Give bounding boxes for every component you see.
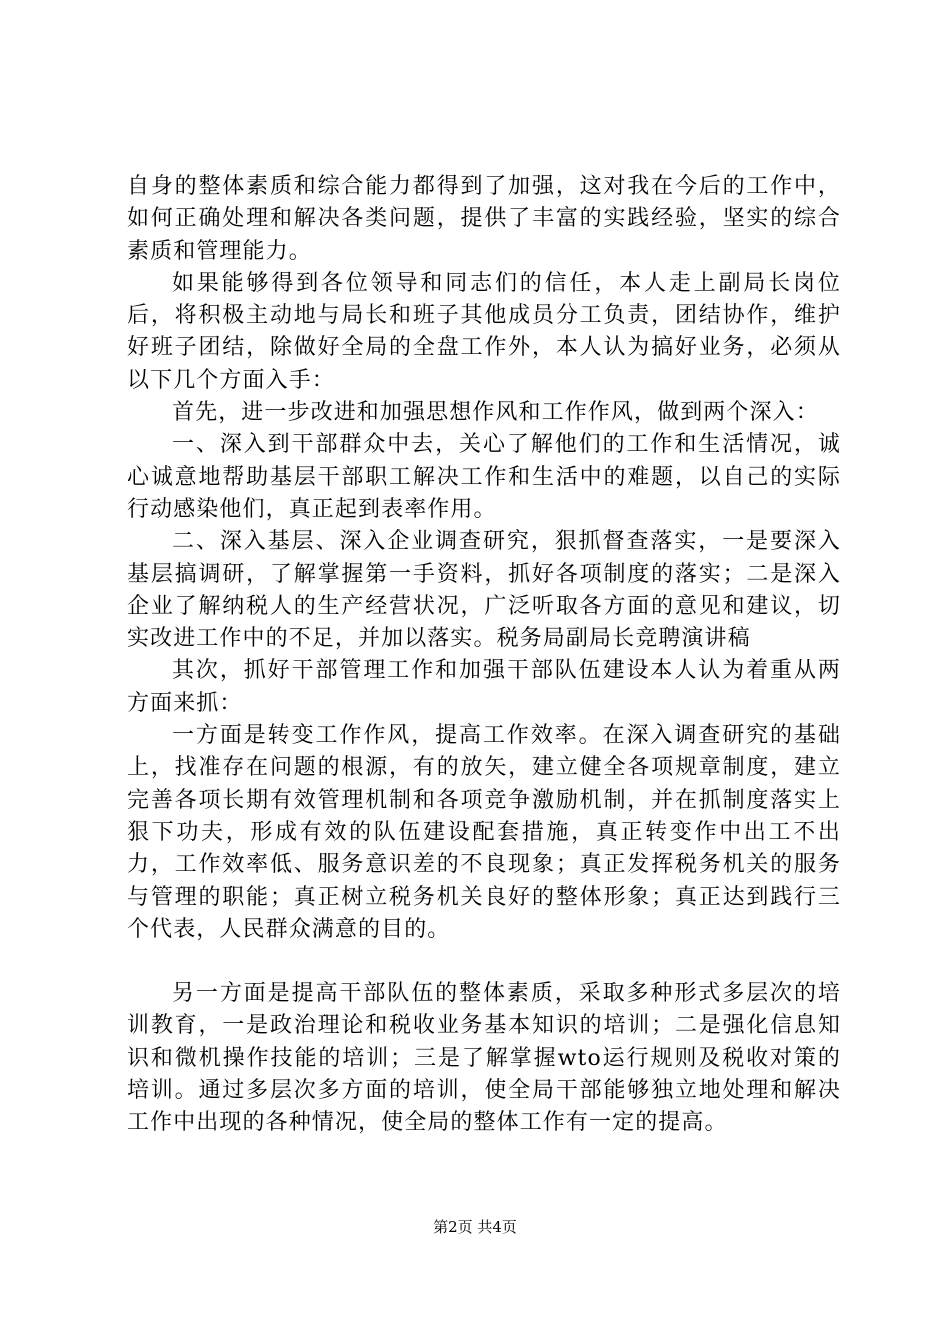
paragraph-2: 如果能够得到各位领导和同志们的信任，本人走上副局长岗位后，将积极主动地与局长和班子其他成员分工负责，团结协作，维护好班子团结，除做好全局的全盘工作外，本人认为搞好业务，必须从以下几个方面入手： <box>127 270 841 393</box>
document-body <box>127 171 841 1140</box>
page-footer: 第2页 共4页 <box>433 1218 517 1236</box>
paragraph-6: 其次，抓好干部管理工作和加强干部队伍建设本人认为着重从两方面来抓： <box>127 658 841 716</box>
paragraph-4: 一、深入到干部群众中去，关心了解他们的工作和生活情况，诚心诚意地帮助基层干部职工解决工作和生活中的难题，以自己的实际行动感染他们，真正起到表率作用。 <box>127 432 841 522</box>
paragraph-3: 首先，进一步改进和加强思想作风和工作作风，做到两个深入： <box>172 400 819 426</box>
paragraph-8: 另一方面是提高干部队伍的整体素质，采取多种形式多层次的培训教育，一是政治理论和税收业务基本知识的培训；二是强化信息知识和微机操作技能的培训；三是了解掌握wto运行规则及税收对策的培训。通过多层次多方面的培训，使全局干部能够独立地处理和解决工作中出现的各种情况，使全局的整体工作有一定的提高。 <box>127 981 841 1136</box>
paragraph-7: 一方面是转变工作作风，提高工作效率。在深入调查研究的基础上，找准存在问题的根源，有的放矢，建立健全各项规章制度，建立完善各项长期有效管理机制和各项竞争激励机制，并在抓制度落实上狠下功夫，形成有效的队伍建设配套措施，真正转变作中出工不出力，工作效率低、服务意识差的不良现象；真正发挥税务机关的服务与管理的职能；真正树立税务机关良好的整体形象；真正达到践行三个代表，人民群众满意的目的。 <box>127 723 841 942</box>
paragraph-1: 自身的整体素质和综合能力都得到了加强，这对我在今后的工作中，如何正确处理和解决各类问题，提供了丰富的实践经验，坚实的综合素质和管理能力。 <box>127 174 841 264</box>
paragraph-5: 二、深入基层、深入企业调查研究，狠抓督查落实，一是要深入基层搞调研，了解掌握第一手资料，抓好各项制度的落实；二是深入企业了解纳税人的生产经营状况，广泛听取各方面的意见和建议，切实改进工作中的不足，并加以落实。税务局副局长竞聘演讲稿 <box>127 529 841 652</box>
